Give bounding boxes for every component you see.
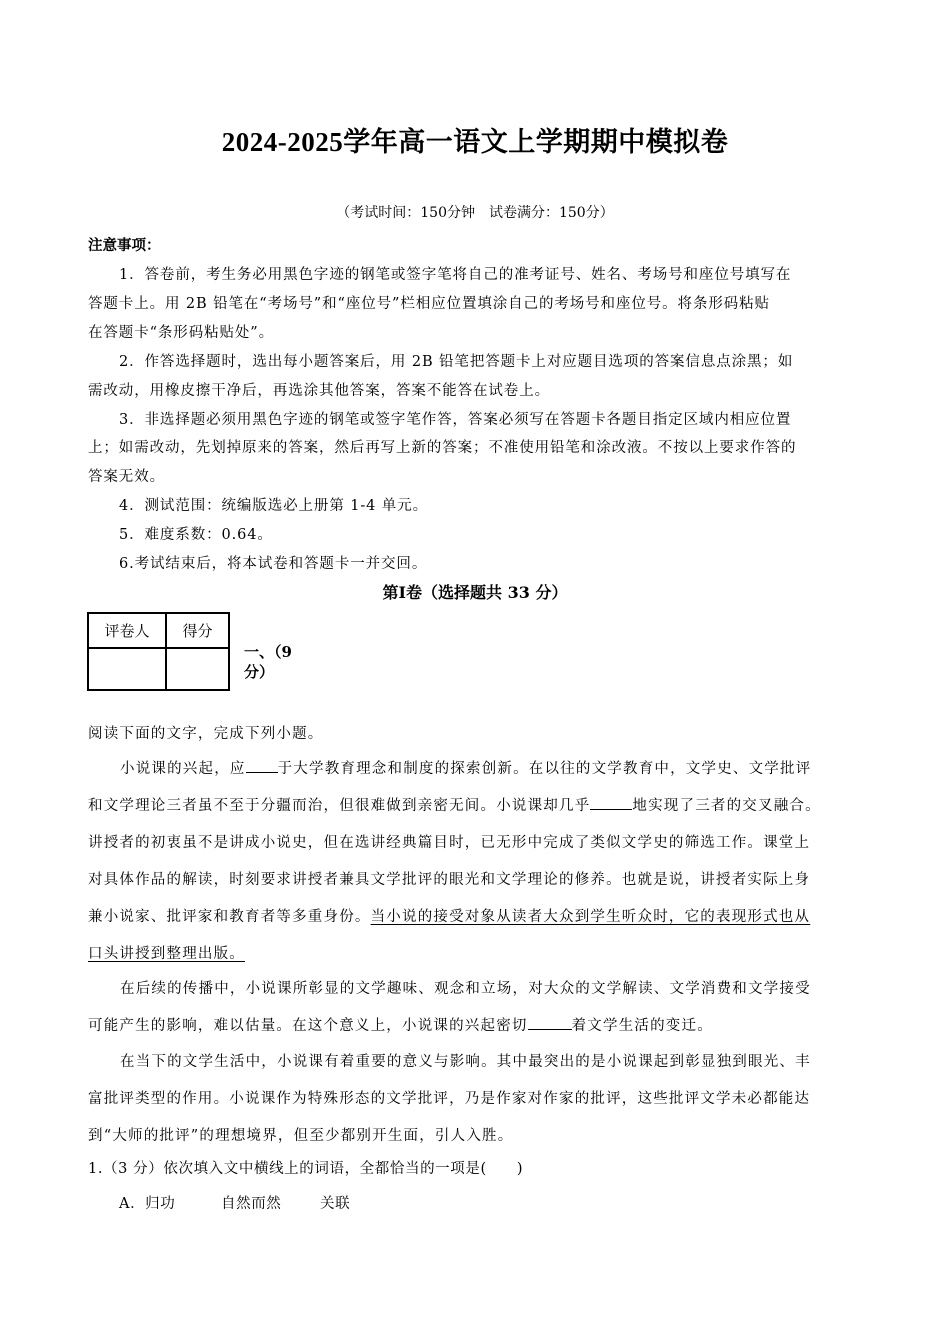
notice-line: 需改动，用橡皮擦干净后，再选涂其他答案，答案不能答在试卷上。 <box>88 383 550 399</box>
passage-line: 富批评类型的作用。小说课作为特殊形态的文学批评，乃是作家对作家的批评，这些批评文学未必都能达 <box>88 1091 811 1107</box>
notice-line: 6.考试结束后，将本试卷和答题卡一并交回。 <box>119 556 428 572</box>
question-stem: 1.（3 分）依次填入文中横线上的词语，全都恰当的一项是( ) <box>88 1161 524 1177</box>
notice-line: 答案无效。 <box>88 469 165 485</box>
option-a[interactable] <box>119 1192 350 1213</box>
notice-line: 5．难度系数：0.64。 <box>119 527 273 543</box>
passage-line <box>88 794 821 815</box>
score-header: 得分 <box>166 613 229 648</box>
score-table <box>87 612 230 691</box>
blank-3 <box>528 1015 572 1030</box>
option-a-word-3: 关联 <box>320 1196 351 1212</box>
passage-text: 兼小说家、批评家和教育者等多重身份。 <box>88 909 371 925</box>
notice-line: 答题卡上。用 2B 铅笔在“考场号”和“座位号”栏相应位置填涂自己的考场号和座位号。将条形码粘贴 <box>88 296 770 312</box>
notice-heading: 注意事项： <box>88 237 161 254</box>
notice-line: 4．测试范围：统编版选必上册第 1-4 单元。 <box>119 498 428 514</box>
grader-cell[interactable] <box>88 648 166 690</box>
notice-line: 在答题卡“条形码粘贴处”。 <box>88 325 275 341</box>
blank-1 <box>246 758 278 773</box>
option-a-word-2: 自然而然 <box>221 1196 282 1212</box>
score-cell[interactable] <box>166 648 229 690</box>
passage-line: 在后续的传播中，小说课所彰显的文学趣味、观念和立场，对大众的文学解读、文学消费和文学接受 <box>120 981 811 997</box>
passage-line: 在当下的文学生活中，小说课有着重要的意义与影响。其中最突出的是小说课起到彰显独到眼光、丰 <box>120 1054 811 1070</box>
notice-line: 3．非选择题必须用黑色字迹的钢笔或签字笔作答，答案必须写在答题卡各题目指定区域内相应位置 <box>119 412 792 428</box>
passage-line: 对具体作品的解读，时刻要求讲授者兼具文学批评的眼光和文学理论的修养。也就是说，讲授者实际上身 <box>88 872 811 888</box>
underlined-sentence: 口头讲授到整理出版。 <box>88 946 245 962</box>
passage-line: 讲授者的初衷虽不是讲成小说史，但在选讲经典篇目时，已无形中完成了类似文学史的筛选工作。课堂上 <box>88 835 811 851</box>
passage-text: 可能产生的影响，难以估量。在这个意义上，小说课的兴起密切 <box>88 1018 528 1034</box>
blank-2 <box>590 795 632 810</box>
passage-text: 于大学教育理念和制度的探索创新。在以往的文学教育中，文学史、文学批评 <box>277 761 812 777</box>
passage-text: 小说课的兴起，应 <box>120 761 246 777</box>
page-title: 2024-2025学年高一语文上学期期中模拟卷 <box>221 127 729 157</box>
passage-text: 地实现了三者的交叉融合。 <box>632 798 821 814</box>
reading-instruction: 阅读下面的文字，完成下列小题。 <box>88 726 324 742</box>
exam-info: （考试时间：150分钟 试卷满分：150分） <box>336 205 614 221</box>
option-a-label: A．归功 <box>119 1196 176 1212</box>
passage-line <box>88 942 245 963</box>
grader-header: 评卷人 <box>88 613 166 648</box>
part-label: 一、（9 分） <box>244 643 292 681</box>
underlined-sentence: 当小说的接受对象从读者大众到学生听众时，它的表现形式也从 <box>370 909 811 925</box>
notice-line: 1．答卷前，考生务必用黑色字迹的钢笔或签字笔将自己的准考证号、姓名、考场号和座位号填写在 <box>119 267 792 283</box>
passage-text: 和文学理论三者虽不至于分疆而治，但很难做到亲密无间。小说课却几乎 <box>88 798 591 814</box>
notice-line: 上；如需改动，先划掉原来的答案，然后再写上新的答案；不准使用铅笔和涂改液。不按以上要求作答的 <box>88 440 797 456</box>
passage-line <box>88 905 810 926</box>
section-title: 第Ⅰ卷（选择题共 33 分） <box>382 583 568 602</box>
passage-line <box>120 757 811 778</box>
passage-line: 到“大师的批评”的理想境界，但至少都别开生面，引人入胜。 <box>88 1128 514 1144</box>
passage-line <box>88 1014 713 1035</box>
notice-line: 2．作答选择题时，选出每小题答案后，用 2B 铅笔把答题卡上对应题目选项的答案信息点涂黑；如 <box>119 354 794 370</box>
passage-text: 着文学生活的变迁。 <box>571 1018 713 1034</box>
